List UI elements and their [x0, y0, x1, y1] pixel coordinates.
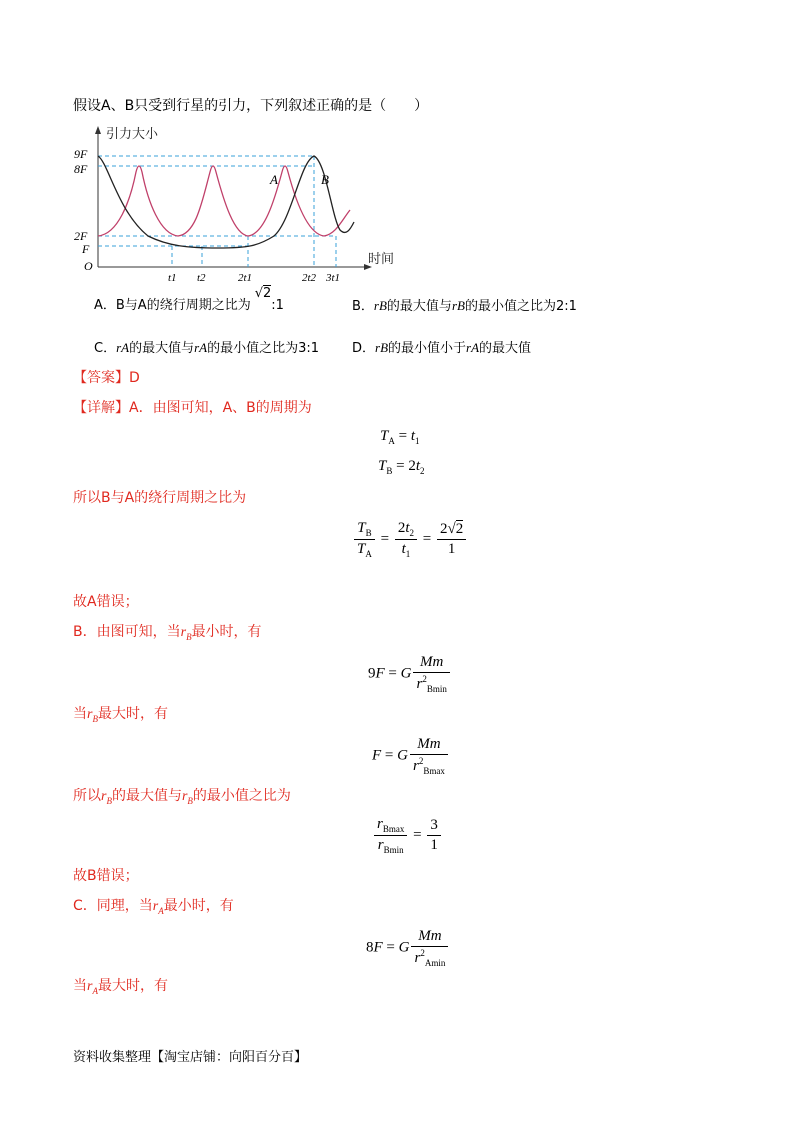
y-tick-F: F [82, 242, 90, 256]
x-tick-2t2: 2t2 [302, 272, 317, 284]
detail-a-intro: 【详解】A．由图可知，A、B的周期为 [73, 400, 312, 416]
option-d: D．rB的最小值小于rA的最大值 [352, 340, 532, 356]
answer-line: 【答案】D [73, 370, 140, 386]
curve-a [98, 166, 350, 236]
detail-c-intro: C．同理，当$r_A$最小时，有 [73, 898, 234, 916]
footer-text: 资料收集整理【淘宝店铺：向阳百分百】 [73, 1050, 308, 1065]
curve-b-label: B [321, 172, 329, 187]
detail-b-intro: B．由图可知，当$r_B$最小时，有 [73, 624, 262, 642]
eq-f: F = G $\frac{Mm}{r^2_{Bmax}}$ [372, 736, 450, 776]
option-a: A．B与A的绕行周期之比为√2:1 [94, 286, 284, 313]
x-tick-3t1: 3t1 [326, 272, 341, 284]
eq-9f: 9F = G $\frac{Mm}{r^2_{Bmin}}$ [368, 654, 452, 694]
eq-period-ratio: $\frac{T_B}{T_A}$ = $\frac{2t_2}{t_1}$ = $\frac{2√2}{1}$ [352, 520, 468, 559]
detail-a-conclusion: 故A错误； [73, 594, 139, 610]
option-b: B．rB的最大值与rB的最小值之比为2:1 [352, 298, 577, 314]
y-axis-arrow [95, 126, 101, 134]
question-text: 假设A、B只受到行星的引力，下列叙述正确的是（ ） [73, 98, 429, 114]
y-tick-8F: 8F [74, 162, 88, 176]
detail-c-when-max: 当$r_A$最大时，有 [73, 978, 168, 996]
sqrt2-radical: √2 [254, 286, 272, 301]
option-c: C．rA的最大值与rA的最小值之比为3:1 [94, 340, 320, 356]
x-tick-t1: t1 [168, 272, 177, 284]
y-tick-9F: 9F [74, 147, 88, 161]
dashed-guides [98, 156, 336, 267]
eq-8f: 8F = G $\frac{Mm}{r^2_{Amin}}$ [366, 928, 450, 968]
curve-a-label: A [270, 172, 278, 187]
detail-b-when-max: 当$r_B$最大时，有 [73, 706, 168, 724]
eq-rb-ratio: $\frac{r_{Bmax}}{r_{Bmin}}$ = $\frac{3}{1}$ [372, 816, 443, 855]
x-tick-t2: t2 [197, 272, 206, 284]
detail-b-ratio-intro: 所以$r_B$的最大值与$r_B$的最小值之比为 [73, 788, 291, 806]
detail-b-conclusion: 故B错误； [73, 868, 139, 884]
y-tick-2F: 2F [74, 229, 88, 243]
eq-tb: $T_B = 2t_2$ [378, 458, 425, 476]
y-axis-label: 引力大小 [106, 127, 159, 142]
eq-ta: $T_A = t_1$ [380, 428, 420, 446]
x-axis-label: 时间 [368, 252, 395, 267]
x-tick-2t1: 2t1 [238, 272, 253, 284]
origin-label: O [84, 259, 93, 273]
detail-a-result: 所以B与A的绕行周期之比为 [73, 490, 247, 506]
force-time-graph [74, 122, 408, 284]
